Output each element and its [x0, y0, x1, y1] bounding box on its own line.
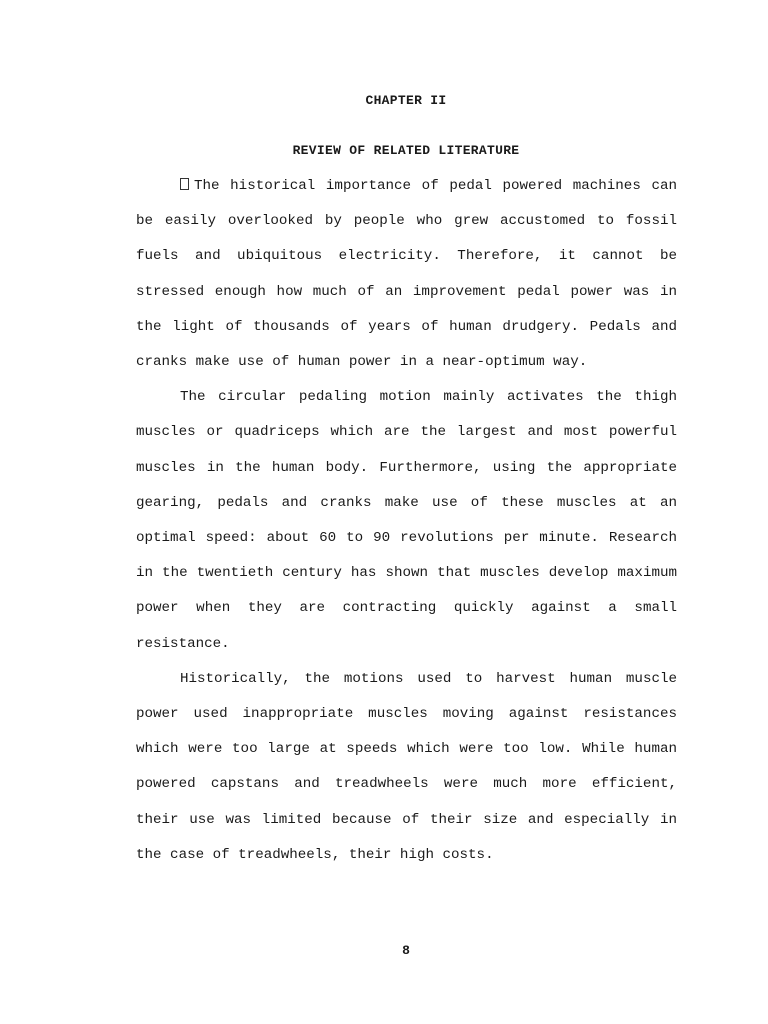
paragraph-2: The circular pedaling motion mainly activates the thigh muscles or quadriceps which are the largest and most powerful muscles in the human body. Furthermore, using the appropriate gearing, pedals and cranks make use of these muscles at an optimal speed: about 60 to 90 revolutions per minute. Research in the twentieth century has shown that muscles develop maximum power when they are contracting quickly against a small resistance. — [136, 389, 677, 652]
paragraph-1 — [136, 169, 677, 380]
section-heading: REVIEW OF RELATED LITERATURE — [292, 143, 520, 158]
body-text — [136, 169, 677, 873]
missing-character-box-icon — [180, 178, 189, 190]
page-number: 8 — [402, 943, 410, 958]
paragraph-1-text: The historical importance of pedal powered machines can be easily overlooked by people who grew accustomed to fossil fuels and ubiquitous electricity. Therefore, it cannot be stressed enough how much of an improvement pedal power was in the light of thousands of years of human drudgery. Pedals and cranks make use of human power in a near-optimum way. — [136, 178, 677, 371]
chapter-title: CHAPTER II — [365, 93, 447, 108]
paragraph-3: Historically, the motions used to harvest human muscle power used inappropriate muscles moving against resistances which were too large at speeds which were too low. While human powered capstans and treadwheels were much more efficient, their use was limited because of their size and especially in the case of treadwheels, their high costs. — [136, 670, 677, 863]
